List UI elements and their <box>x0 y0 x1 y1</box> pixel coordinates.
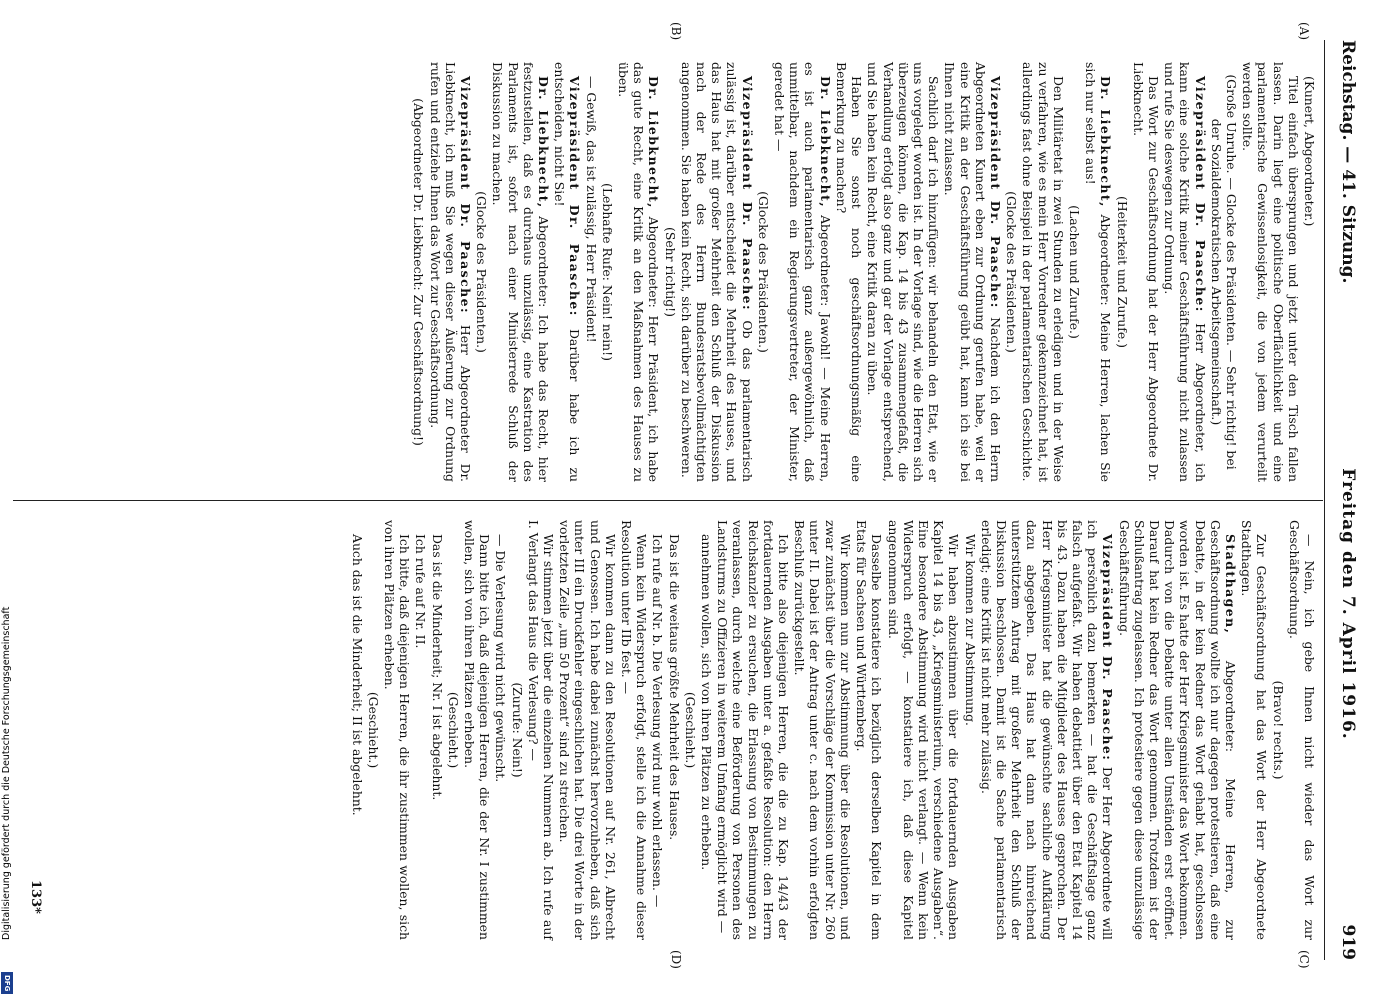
paragraph-text: — Gewiß, das ist zulässig, Herr Präsident! <box>583 76 599 343</box>
paragraph-text: Abgeordneter: Jawohl! — Meine Herren, es ist auch parlamentarisch ganz außergewöhnlich, daß unmittelbar, nachdem ein Regierungsvertreter, der Minister, geredet hat — <box>772 62 833 483</box>
header-rule <box>1324 40 1325 960</box>
margin-marker-d: (D) <box>669 950 683 969</box>
paragraph-text: Das ist die weitaus größte Mehrheit des Hauses. <box>666 534 682 841</box>
header-center: Freitag den 7. April 1916. <box>1338 468 1358 740</box>
interjection <box>1209 62 1239 482</box>
paragraph-text: Das ist die Minderheit; Nr. I ist abgelehnt. <box>429 534 445 801</box>
paragraph <box>462 520 492 940</box>
paragraph-text: Der Herr Abgeordnete will ich persönlich dazu bemerken — hat die Geschäftslage ganz falsch aufgefaßt. Wir haben debattiert über den Etat Kapitel 14 bis 43. Dazu haben die Mitglieder des Hauses gesprochen. Der Herr Kriegsminister hat die gewünschte sachliche Aufklärung dazu abgegeben. Das Haus hat dann nach hinreichend unterstütztem Antrag mit großer Mehrheit den Schluß der Diskussion beschlossen. Damit ist die Sache parlamentarisch erledigt; eine Kritik ist nicht mehr zulässig. <box>978 520 1116 940</box>
interjection <box>756 62 771 482</box>
speaker-name: Stadthagen, <box>1222 534 1238 635</box>
paragraph <box>650 520 665 940</box>
paragraph-text: (Lachen und Zurufe.) <box>1066 205 1082 339</box>
paragraph <box>885 520 961 940</box>
paragraph <box>699 520 714 940</box>
paragraph-text: Titel einfach übersprungen und jetzt unter den Tisch fallen lassen. Darin liegt eine politische Oberflächlichkeit und eine parlamentarische Gewissenlosigkeit, die von jedem verurteilt werden sollte. <box>1240 62 1301 482</box>
speaker-name: Vizepräsident Dr. Paasche: <box>458 76 474 315</box>
paragraph-text: Abgeordneter: Meine Herren, zur Geschäftsordnung wollte ich nur dagegen protestieren, daß eine Debatte, in der kein Redner das Wort gehabt hat, geschlossen worden ist. Es hatte der Herr Kriegsminister das Wort bekommen. Dadurch von die Debatte unter allen Umständen erst eröffnet. Darauf hat kein Redner das Wort genommen. Trotzdem ist der Schlußantrag zugelassen. Ich protestiere gegen diese unzulässige Geschäftsführung. <box>1116 520 1238 940</box>
paragraph <box>715 520 791 940</box>
paragraph <box>666 520 681 940</box>
speaker-name: Dr. Liebknecht, <box>646 76 662 209</box>
margin-marker-b: (B) <box>669 22 683 41</box>
right-column <box>348 520 1317 940</box>
speaker-name: Vizepräsident Dr. Paasche: <box>1192 76 1208 313</box>
paragraph-text: Haben Sie sonst noch geschäftsordnungsmäßig eine Bemerkung zu machen? <box>833 62 865 482</box>
paragraph <box>493 520 508 940</box>
paragraph-text: (Große Unruhe. — Glocke des Präsidenten. — Sehr richtig! bei der Sozialdemokratischen Arbeitsgemeinschaft.) <box>1208 74 1239 470</box>
paragraph <box>1302 62 1317 482</box>
paragraph-text: Das Wort zur Geschäftsordnung hat der Herr Abgeordnete Dr. Liebknecht. <box>1130 62 1161 482</box>
paragraph-text: Dasselbe konstatiere ich bezüglich derselben Kapitel in dem Etats für Sachsen und Württemberg. <box>854 520 885 940</box>
paragraph <box>865 62 941 482</box>
margin-marker-a: (A) <box>1297 22 1311 41</box>
paragraph <box>616 62 662 482</box>
paragraph <box>526 520 556 940</box>
paragraph <box>490 62 551 482</box>
page-footer: 133* <box>28 880 43 914</box>
paragraph <box>552 62 582 482</box>
paragraph-text: Abgeordneter: Ich habe das Recht, hier festzustellen, daß es durchaus unzulässig, eine Kastration des Parlaments ist, sofort nach einer Ministerrede Schluß der Diskussion zu machen. <box>490 62 552 482</box>
speaker-name: Vizepräsident Dr. Paasche: <box>1100 534 1116 762</box>
interjection <box>1067 62 1082 482</box>
paragraph-text: Ich rufe auf Nr. II. <box>413 534 429 649</box>
paragraph-text: Wir kommen nun zur Abstimmung über die Resolutionen, und zwar zunächst über die Vorschläge der Kommission unter Nr. 260 unter II. Dabei ist der Antrag unter c. nach dem vorhin erfolgten Beschluß zurückgestellt. <box>792 520 853 940</box>
paragraph <box>1162 62 1208 482</box>
paragraph <box>854 520 884 940</box>
paragraph-text: Ich bitte, daß diejenigen Herren, die ihr zustimmen wollen, sich von ihren Plätzen erheben. <box>382 520 413 940</box>
paragraph-text: Herr Abgeordneter, ich kann eine solche Kritik meiner Geschäftsführung nicht zulassen und rufe Sie deswegen zur Ordnung. <box>1162 62 1208 482</box>
paragraph <box>1083 62 1113 482</box>
paragraph <box>962 520 977 940</box>
speaker-name: Dr. Liebknecht, <box>1098 76 1114 208</box>
paragraph <box>557 520 618 940</box>
paragraph-text: (Kunert, Abgeordneter.) <box>1302 76 1317 227</box>
paragraph <box>1287 520 1317 940</box>
paragraph <box>1131 62 1161 482</box>
paragraph-text: (Glocke des Präsidenten.) <box>474 191 490 353</box>
paragraph <box>413 520 428 940</box>
credit-text: Digitalisierung gefördert durch die Deutsche Forschungsgemeinschaft <box>1 606 12 940</box>
header-left: Reichstag. — 41. Sitzung. <box>1338 40 1358 284</box>
paragraph-text: Wir kommen dann zu den Resolutionen auf Nr. 261, Albrecht und Genossen. Ich habe dabei zunächst hervorzuheben, daß sich unter III ein Druckfehler eingeschlichen hat. Die drei Worte in der vorletzten Zeile „um 50 Prozent“ sind zu streichen. <box>557 520 618 940</box>
paragraph-text: Abgeordneter: Herr Präsident, ich habe das gute Recht, eine Kritik an den Maßnahmen des Hauses zu üben. <box>616 62 662 482</box>
paragraph-text: Wir kommen zur Abstimmung. <box>962 534 978 726</box>
paragraph <box>942 62 1003 482</box>
interjection <box>411 62 426 482</box>
interjection <box>1004 62 1019 482</box>
interjection <box>1270 520 1285 940</box>
paragraph <box>349 520 364 940</box>
paragraph-text: Abgeordneter: Meine Herren, lachen Sie sich nur selbst aus! <box>1083 62 1114 482</box>
paragraph-text: Ob das parlamentarisch zulässig ist, darüber entscheidet die Mehrheit des Hauses, und das Haus hat mit großer Mehrheit den Schluß der Diskussion nach der Rede des Herrn Bundesratsbevollmächtigten angenommen. Sie haben kein Recht, sich darüber zu beschweren. <box>678 62 755 482</box>
paragraph <box>619 520 649 940</box>
paragraph <box>792 520 853 940</box>
dfg-logo: DFG <box>1 972 13 994</box>
paragraph <box>1240 62 1301 482</box>
paragraph <box>583 62 598 482</box>
paragraph <box>382 520 412 940</box>
paragraph-text: (Sehr richtig!) <box>662 227 678 317</box>
paragraph-text: Sachlich darf ich hinzufügen: wir behandeln den Etat, wie er uns vorgelegt worden ist. In der Vorlage sind, wie die Herren sich überzeugen können, die Kap. 14 bis 43 zusammengefaßt, die Verhandlung erfolgt also ganz und gar der Vorlage entsprechend, und Sie haben kein Recht, eine Kritik daran zu üben. <box>865 62 942 482</box>
paragraph-text: annehmen wollen, sich von ihren Plätzen zu erheben. <box>699 534 715 871</box>
paragraph-text: — Die Verlesung wird nicht gewünscht. <box>493 534 509 783</box>
left-column <box>410 62 1317 482</box>
paragraph-text: (Glocke des Präsidenten.) <box>1004 191 1020 353</box>
paragraph <box>679 62 755 482</box>
interjection <box>683 520 698 940</box>
paragraph-text: Wir stimmen jetzt über die einzelnen Nummern ab. Ich rufe auf I. Verlangt das Haus die Verlesung? — <box>525 520 557 940</box>
paragraph-text: (Glocke des Präsidenten.) <box>755 191 771 353</box>
speaker-name: Vizepräsident Dr. Paasche: <box>987 76 1003 309</box>
paragraph-text: Ich rufe auf Nr. b. Die Verlesung wird nur wohl erlassen. — <box>650 534 666 908</box>
paragraph-text: Auch das ist die Minderheit; II ist abgelehnt. <box>349 534 365 816</box>
paragraph-text: — Nein, ich gebe Ihnen nicht wieder das Wort zur Geschäftsordnung. <box>1286 520 1317 940</box>
paragraph-text: Darüber habe ich zu entscheiden, nicht Sie! <box>552 62 583 482</box>
paragraph-text: (Geschieht.) <box>365 691 381 769</box>
paragraph-text: (Heiterkeit und Zurufe.) <box>1114 196 1130 348</box>
interjection <box>600 62 615 482</box>
paragraph <box>1239 520 1269 940</box>
paragraph-text: (Lebhafte Rufe: Nein! nein!) <box>599 183 615 361</box>
paragraph <box>979 520 1116 940</box>
interjection <box>662 62 677 482</box>
page-header <box>1333 40 1363 960</box>
paragraph <box>1020 62 1066 482</box>
paragraph-text: Wir haben abzustimmen über die fortdauernden Ausgaben Kapitel 14 bis 43, „Kriegsministerium, verschiedene Ausgaben“. Eine besondere Abstimmung wird nicht verlangt. — Wenn kein Widerspruch erfolgt, — konstatiere ich, daß diese Kapitel angenommen sind. <box>885 520 962 940</box>
speaker-name: Dr. Liebknecht, <box>536 76 552 209</box>
paragraph-text: (Geschieht.) <box>445 691 461 769</box>
paragraph-text: (Abgeordneter Dr. Liebknecht: Zur Geschäftsordnung!) <box>411 98 427 446</box>
paragraph <box>772 62 833 482</box>
paragraph <box>427 62 473 482</box>
paragraph <box>429 520 444 940</box>
paragraph <box>834 62 864 482</box>
interjection <box>509 520 524 940</box>
paragraph-text: Herr Abgeordneter Dr. Liebknecht, ich muß Sie wegen dieser Äußerung zur Ordnung rufen und entziehe Ihnen das Wort zur Geschäftsordnung. <box>427 62 474 482</box>
paragraph-text: Dann bitte ich, daß diejenigen Herren, die der Nr. I zustimmen wollen, sich von ihren Plätzen erheben. <box>462 520 493 940</box>
paragraph-text: Den Militäretat in zwei Stunden zu erledigen und in der Weise zu verfahren, wie es mein Herr Vorredner gekennzeichnet hat, ist allerdings fast ohne Beispiel in der parlamentarischen Geschichte. <box>1020 62 1066 482</box>
speaker-name: Vizepräsident Dr. Paasche: <box>739 76 755 312</box>
paragraph-text: Ich bitte also diejenigen Herren, die die zu Kap. 14/43 der fortdauernden Ausgaben unter a. gefaßte Resolution: den Herrn Reichskanzler zu ersuchen, die Erlassung von Bestimmungen zu veranlassen, durch welche eine Beförderung von Personen des Landsturms zu Offizieren in weiterem Umfang ermöglicht wird — <box>715 520 792 940</box>
paragraph <box>1116 520 1238 940</box>
margin-marker-c: (C) <box>1297 950 1311 969</box>
paragraph-text: (Geschieht.) <box>682 691 698 769</box>
interjection <box>1114 62 1129 482</box>
paragraph-text: Nachdem ich den Herrn Abgeordneten Kunert eben zur Ordnung gerufen habe, weil er eine Kritik an der Geschäftsführung geübt hat, kann ich sie bei Ihnen nicht zulassen. <box>942 62 1003 482</box>
column-rule <box>13 500 1323 501</box>
speaker-name: Vizepräsident Dr. Paasche: <box>567 76 583 317</box>
paragraph-text: Wenn kein Widerspruch erfolgt, stelle ich die Annahme dieser Resolution unter IIb fest. — <box>619 520 650 940</box>
paragraph-text: (Zurufe: Nein!) <box>509 682 525 778</box>
speaker-name: Dr. Liebknecht, <box>817 76 833 209</box>
interjection <box>366 520 381 940</box>
interjection <box>446 520 461 940</box>
paragraph-text: Zur Geschäftsordnung hat das Wort der Herr Abgeordnete Stadthagen. <box>1239 520 1270 940</box>
interjection <box>474 62 489 482</box>
page-number: 919 <box>1338 924 1358 960</box>
paragraph-text: (Bravo! rechts.) <box>1270 680 1286 780</box>
